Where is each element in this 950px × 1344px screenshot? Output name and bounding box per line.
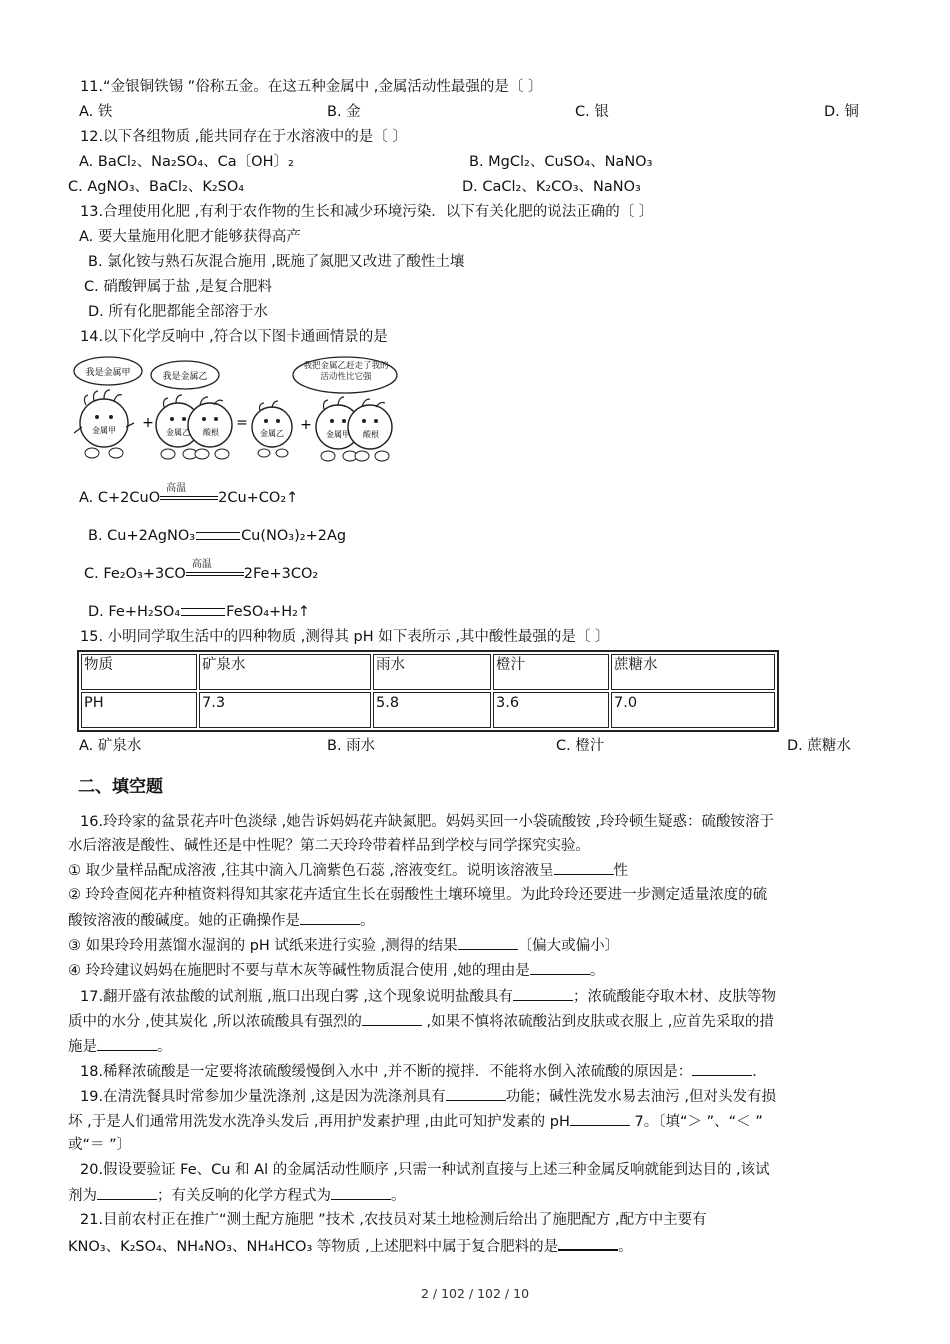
answer-blank[interactable] (300, 910, 360, 925)
q12-option-b: B. MgCl₂、CuSO₄、NaNO₃ (469, 154, 653, 170)
q14-c-products: 2Fe+3CO₂ (243, 566, 319, 582)
q13-option-d: D. 所有化肥都能全部溶于水 (88, 304, 268, 320)
label-acid-radical-2: 酸根 (363, 430, 379, 439)
q19-line-1-tail: 功能；碱性洗发水易去油污 ,但对头发有损 (505, 1089, 776, 1105)
equals-double-line-b (196, 532, 240, 540)
q17-line-1-text: 17.翻开盛有浓盐酸的试剂瓶 ,瓶口出现白雾 ,这个现象说明盐酸具有 (80, 989, 513, 1005)
q16-line-7-tail: 。 (589, 963, 605, 979)
bubble3-text: 我把金属乙赶走了我的活动性比它强 (303, 361, 389, 382)
table-cell: PH (81, 692, 197, 728)
metal-b-salt-character (156, 395, 232, 459)
answer-blank[interactable] (97, 1036, 157, 1051)
table-cell: 雨水 (373, 654, 491, 690)
q14-option-c (84, 559, 319, 584)
q16-line-3 (68, 860, 628, 881)
reaction-condition-a (160, 483, 218, 508)
answer-blank[interactable] (570, 1111, 630, 1126)
bubble2-text: 我是金属乙 (162, 372, 208, 382)
q14-stem: 14.以下化学反响中 ,符合以下图卡通画情景的是 (80, 329, 388, 345)
q14-c-reactants: C. Fe₂O₃+3CO (84, 566, 186, 582)
answer-blank[interactable] (530, 960, 590, 975)
q11-option-b: B. 金 (327, 104, 361, 120)
answer-blank[interactable] (362, 1011, 422, 1026)
q17-line-3 (68, 1036, 172, 1057)
q16-line-5 (68, 910, 375, 931)
answer-blank[interactable] (97, 1185, 157, 1200)
q16-line-7 (68, 960, 604, 981)
q16-line-6 (68, 935, 619, 956)
q15-stem: 15. 小明同学取生活中的四种物质 ,测得其 pH 如下表所示 ,其中酸性最强的是〔 〕 (80, 629, 610, 645)
q19-line-3: 或“＝ ”〕 (68, 1137, 132, 1153)
bubble1-text: 我是金属甲 (85, 368, 131, 378)
q12-option-d: D. CaCl₂、K₂CO₃、NaNO₃ (462, 179, 641, 195)
metal-b-freed-character (252, 401, 292, 457)
plus-sign-1: + (142, 415, 154, 431)
plus-sign-2: + (300, 417, 312, 433)
q21-line-2-tail: 。 (618, 1239, 633, 1255)
section-heading: 二、填空题 (78, 777, 163, 797)
q20-line-2-text: 剂为 (68, 1188, 97, 1204)
q13-stem: 13.合理使用化肥 ,有利于农作物的生长和减少环境污染．以下有关化肥的说法正确的〔 〕 (80, 204, 654, 220)
table-cell: 7.0 (611, 692, 775, 728)
q20-line-2-mid: ；有关反响的化学方程式为 (157, 1188, 331, 1204)
table-header-row (81, 654, 775, 690)
q15-option-b: B. 雨水 (327, 738, 376, 754)
q16-line-6-tail: 〔偏大或偏小〕 (517, 938, 620, 954)
answer-blank[interactable] (446, 1086, 506, 1101)
q19-line-2-text: 坏 ,于是人们通常用洗发水洗净头发后 ,再用护发素护理 ,由此可知护发素的 pH (68, 1114, 570, 1130)
ph-table (77, 650, 779, 732)
table-cell: 物质 (81, 654, 197, 690)
q20-line-1: 20.假设要验证 Fe、Cu 和 Al 的金属活动性顺序 ,只需一种试剂直接与上述三种金属反响就能到达目的 ,该试 (80, 1162, 770, 1178)
table-cell: 蔗糖水 (611, 654, 775, 690)
answer-blank[interactable] (331, 1185, 391, 1200)
q14-a-products: 2Cu+CO₂↑ (218, 490, 299, 506)
q15-option-a: A. 矿泉水 (79, 738, 142, 754)
q14-option-d (88, 602, 310, 622)
q15-option-d: D. 蔗糖水 (787, 738, 851, 754)
q14-d-products: FeSO₄+H₂↑ (226, 604, 311, 620)
q16-line-3-text: ① 取少量样品配成溶液 ,往其中滴入几滴紫色石蕊 ,溶液变红。说明该溶液呈 (68, 863, 554, 879)
label-acid-radical: 酸根 (203, 428, 219, 437)
condition-high-temp-a: 高温 (166, 483, 187, 494)
equals-sign: = (236, 415, 248, 431)
table-row (81, 692, 775, 728)
label-metal-a-2: 金属甲 (326, 430, 350, 439)
q18-line-1-tail: ． (752, 1064, 767, 1080)
q18-line-1 (80, 1061, 767, 1082)
label-metal-b-2: 金属乙 (260, 429, 284, 438)
answer-blank[interactable] (558, 1235, 618, 1251)
q16-line-5-tail: 。 (360, 913, 375, 929)
answer-blank[interactable] (692, 1061, 752, 1076)
q16-line-4: ② 玲玲查阅花卉种植资料得知其家花卉适宜生长在弱酸性土壤环境里。为此玲玲还要进一步测定适量浓度的硫 (68, 887, 768, 903)
condition-high-temp-c: 高温 (191, 559, 212, 570)
q14-d-reactants: D. Fe+H₂SO₄ (88, 604, 181, 620)
reaction-condition-c (186, 559, 244, 584)
label-metal-a: 金属甲 (92, 426, 116, 435)
q11-option-a: A. 铁 (79, 104, 113, 120)
answer-blank[interactable] (513, 986, 573, 1001)
q21-line-2 (68, 1235, 633, 1257)
equals-double-line-d (181, 608, 225, 616)
q21-line-1: 21.目前农村正在推广“测土配方施肥 ”技术 ,农技员对某土地检测后给出了施肥配方 ,配方中主要有 (80, 1212, 707, 1228)
q17-line-2-text: 质中的水分 ,使其炭化 ,所以浓硫酸具有强烈的 (68, 1014, 362, 1030)
q19-line-1 (80, 1086, 776, 1107)
q14-b-reactants: B. Cu+2AgNO₃ (88, 528, 196, 544)
q17-line-2-tail: ,如果不慎将浓硫酸沾到皮肤或衣服上 ,应首先采取的措 (421, 1014, 774, 1030)
q17-line-1 (80, 986, 776, 1007)
q17-line-2 (68, 1011, 774, 1032)
page-number: 2 / 102 / 102 / 10 (420, 1286, 530, 1301)
q16-line-7-text: ④ 玲玲建议妈妈在施肥时不要与草木灰等碱性物质混合使用 ,她的理由是 (68, 963, 530, 979)
q17-line-1-tail: ；浓硫酸能夺取木材、皮肤等物 (573, 989, 776, 1005)
q18-line-1-text: 18.稀释浓硫酸是一定要将浓硫酸缓慢倒入水中 ,并不断的搅拌．不能将水倒入浓硫酸的原因是： (80, 1064, 693, 1080)
q11-option-c: C. 银 (575, 104, 609, 120)
q19-line-2 (68, 1111, 763, 1132)
q16-line-6-text: ③ 如果玲玲用蒸馏水湿润的 pH 试纸来进行实验 ,测得的结果 (68, 938, 458, 954)
metal-reaction-cartoon (70, 355, 400, 470)
q16-line-3-tail: 性 (613, 863, 629, 879)
q17-line-3-text: 施是 (68, 1039, 97, 1055)
q20-line-2-tail: 。 (391, 1188, 406, 1204)
q11-option-d: D. 铜 (824, 104, 859, 120)
table-cell: 7.3 (199, 692, 371, 728)
q19-line-1-text: 19.在清洗餐具时常参加少量洗涤剂 ,这是因为洗涤剂具有 (80, 1089, 446, 1105)
q14-b-products: Cu(NO₃)₂+2Ag (241, 528, 347, 544)
q12-option-a: A. BaCl₂、Na₂SO₄、Ca〔OH〕₂ (79, 154, 294, 170)
q20-line-2 (68, 1185, 406, 1206)
q14-option-a (79, 483, 299, 508)
table-cell: 3.6 (493, 692, 609, 728)
q17-line-3-tail: 。 (157, 1039, 172, 1055)
q14-a-reactants: A. C+2CuO (79, 490, 161, 506)
q19-line-2-tail: 7。〔填“＞ ”、“＜ ” (629, 1114, 763, 1130)
q16-line-1: 16.玲玲家的盆景花卉叶色淡绿 ,她告诉妈妈花卉缺氮肥。妈妈买回一小袋硫酸铵 ,玲玲顿生疑惑：硫酸铵溶于 (80, 814, 774, 830)
table-cell: 矿泉水 (199, 654, 371, 690)
q12-stem: 12.以下各组物质 ,能共同存在于水溶液中的是〔 〕 (80, 129, 407, 145)
q13-option-a: A. 要大量施用化肥才能够获得高产 (79, 229, 301, 245)
q15-option-c: C. 橙汁 (556, 738, 605, 754)
answer-blank[interactable] (458, 935, 518, 950)
table-cell: 5.8 (373, 692, 491, 728)
q14-option-b (88, 526, 346, 546)
q11-stem: 11.“金银铜铁锡 ”俗称五金。在这五种金属中 ,金属活动性最强的是〔 〕 (80, 79, 543, 95)
q12-option-c: C. AgNO₃、BaCl₂、K₂SO₄ (68, 179, 245, 195)
table-cell: 橙汁 (493, 654, 609, 690)
metal-a-character (74, 390, 134, 458)
label-metal-b: 金属乙 (166, 428, 190, 437)
q13-option-c: C. 硝酸钾属于盐 ,是复合肥料 (84, 279, 273, 295)
metal-a-salt-character (316, 397, 392, 461)
q21-line-2-text: KNO₃、K₂SO₄、NH₄NO₃、NH₄HCO₃ 等物质 ,上述肥料中属于复合肥料的是 (68, 1239, 559, 1255)
q16-line-5-text: 酸铵溶液的酸碱度。她的正确操作是 (68, 913, 300, 929)
q13-option-b: B. 氯化铵与熟石灰混合施用 ,既施了氮肥又改进了酸性土壤 (88, 254, 465, 270)
answer-blank[interactable] (554, 860, 614, 875)
q16-line-2: 水后溶液是酸性、碱性还是中性呢？第二天玲玲带着样品到学校与同学探究实验。 (68, 838, 590, 854)
